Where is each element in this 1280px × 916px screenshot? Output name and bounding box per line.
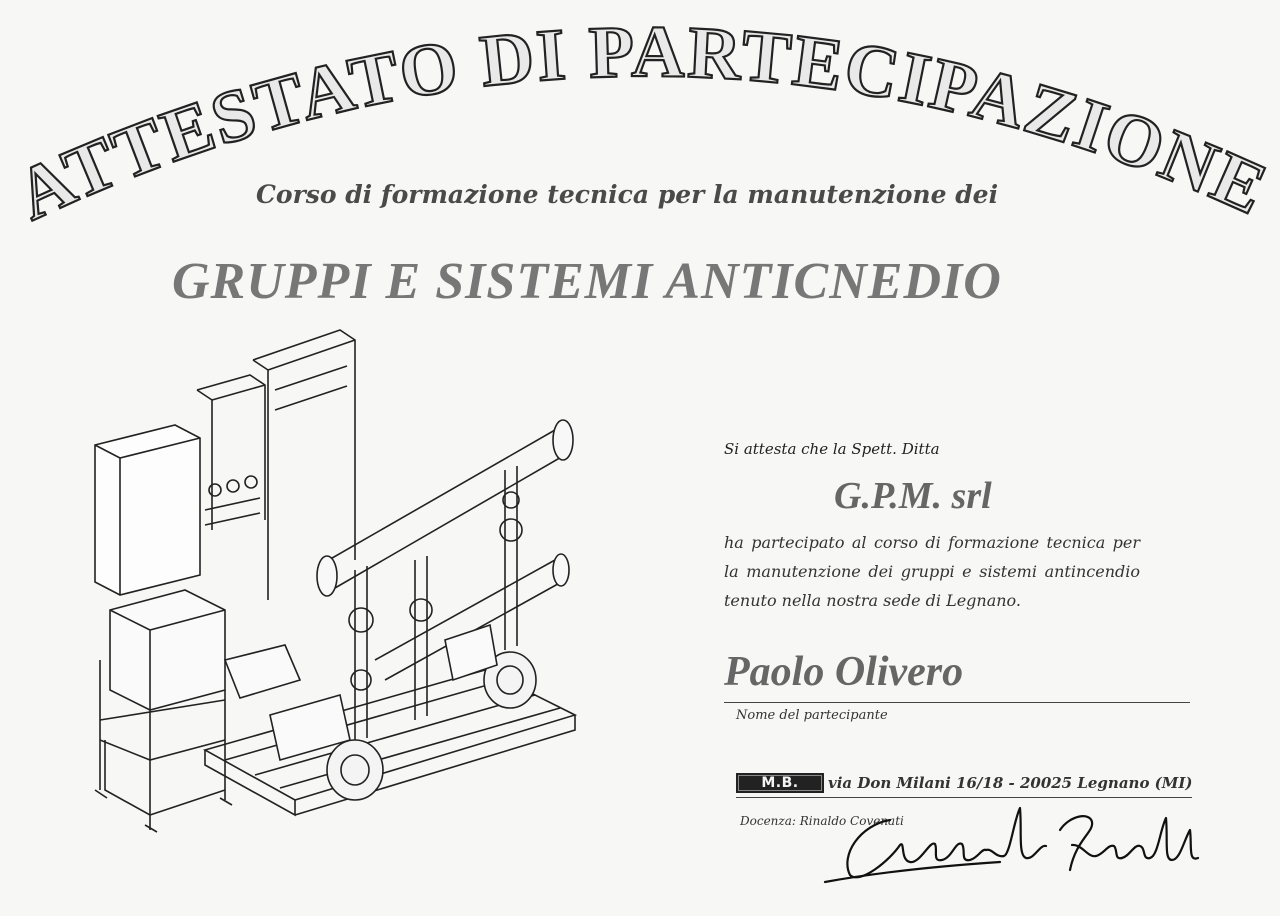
participant-name: Paolo Olivero: [724, 649, 964, 695]
handwritten-signature: [820, 800, 1210, 890]
mb-logo-text: M.B.: [761, 775, 799, 791]
attest-intro-text: Si attesta che la Spett. Ditta: [724, 440, 940, 458]
course-title: GRUPPI E SISTEMI ANTICNEDIO: [172, 253, 1002, 310]
course-subtitle: Corso di formazione tecnica per la manutenzione dei: [256, 180, 999, 209]
company-address: via Don Milani 16/18 - 20025 Legnano (MI): [828, 774, 1193, 792]
participant-name-line: [724, 702, 1190, 703]
teacher-credit: Docenza: Rinaldo Covenati: [740, 814, 904, 828]
address-line: [736, 797, 1192, 798]
certificate-title-text: ATTESTATO DI PARTECIPAZIONE: [4, 11, 1280, 237]
certificate-body-text: ha partecipato al corso di formazione tecnica per la manutenzione dei gruppi e sistemi antincendio tenuto nella nostra sede di Legnano.: [724, 533, 1140, 610]
mb-logo: [736, 773, 824, 793]
participant-label: Nome del partecipante: [736, 708, 888, 723]
company-name: G.P.M. srl: [834, 475, 992, 517]
fire-pump-system-illustration-icon: [85, 320, 585, 860]
